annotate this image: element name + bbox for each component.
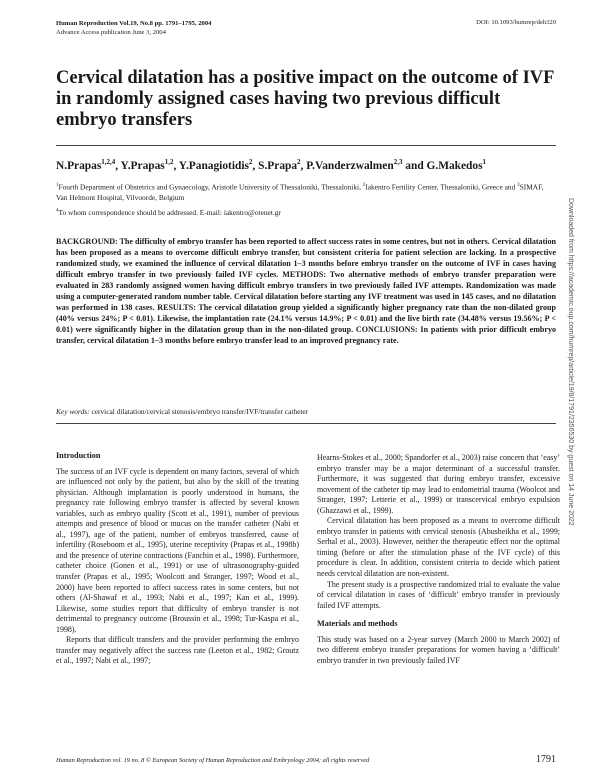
author-name: G.Makedos — [426, 159, 483, 172]
author-affiliation-marker: 1 — [482, 158, 487, 166]
keywords-label: Key words: — [56, 407, 90, 416]
page-number: 1791 — [536, 754, 556, 765]
author-name: P.Vanderzwalmen — [306, 159, 394, 172]
journal-citation: Human Reproduction Vol.19, No.8 pp. 1791–1795, 2004 — [56, 20, 212, 27]
abstract-divider — [56, 423, 556, 424]
author-affiliation-marker: 2,3 — [393, 158, 403, 166]
author-affiliation-marker: 2 — [297, 158, 301, 166]
article-title: Cervical dilatation has a positive impact on the outcome of IVF in randomly assigned cases having two previous difficult embryo transfers — [56, 68, 554, 130]
author-list: N.Prapas$^{1,2,4}$, Y.Prapas$^{1,2}$, Y.Panagiotidis$^2$, S.Prapa$^2$, P.Vanderzwalmen$^{2,3}$ and G.Makedos$^1$ — [56, 158, 487, 172]
author-affiliation-marker: 1,2 — [164, 158, 174, 166]
keywords — [56, 407, 556, 416]
paragraph: The success of an IVF cycle is dependent on many factors, several of which are influenced not only by the patient, but also by the skill of the treating physician. Although implantation is poorly understood in humans, the pregnancy rate following embryo transfer is affected by several known variables, such as embryo quality (Scott et al., 1991), number of previous attempts and presence of blood or mucus on the transfer catheter (Nabi et al., 1997), age of the patient, number of embryos transferred, cause of infertility (Roseboom et al., 1995), uterine receptivity (Prapas et al., 1998b) and the presence of uterine contractions (Fanchin et al., 1998). Furthermore, catheter choice (Gonen et al., 1991) or use of ultrasonography-guided transfer (Prapas et al., 1995; Woolcott and Stranger, 1997; Wood et al., 2000) have been reported to affect success rates in some centers, but not others (Al-Shawaf et al., 1993; Nabi et al., 1997; Kan et al., 1999). Likewise, some studies report that difficulty of embryo transfer is not detrimental to pregnancy outcome (Broussin et al., 1998; Tur-Kaspa et al., 1998). — [56, 466, 299, 634]
author-name: Y.Prapas — [120, 159, 165, 172]
paragraph: This study was based on a 2-year survey (March 2000 to March 2002) of two different embryo transfer preparations for women having a ‘difficult’ embryo transfer in two previously failed IVF — [317, 634, 560, 665]
author-name: N.Prapas — [56, 159, 102, 172]
abstract: BACKGROUND: The difficulty of embryo transfer has been reported to affect success rates in some centres, but not in others. Cervical dilatation has been proposed as a means to overcome difficult embryo transfer, but consistent criteria for patient selection are lacking. In a prospective randomized study, we examined the influence of cervical dilatation 1–3 months before embryo transfer on the outcome of IVF in cases having difficult embryo transfer in two previously failed IVF cycles. METHODS: Two alternative methods of embryo transfer preparation were evaluated in 283 randomly assigned women having difficult embryo transfers in two previously failed IVF attempts. Randomization was made using a computer-generated random number table. Cervical dilatation before starting any IVF treatment was used in 145 cases, and no dilatation was performed in 138 cases. RESULTS: The cervical dilatation group yielded a significantly higher pregnancy rate than the non-dilated group (40% versus 24%; P < 0.01). Likewise, the implantation rate (24.1% versus 14.9%; P < 0.01) and the live birth rate (34.48% versus 19.56%; P < 0.01) were significantly higher in the dilatation group than in the non-dilated group. CONCLUSIONS: In patients with prior difficult embryo transfer, cervical dilatation 1–3 months before embryo transfer lead to an improved pregnancy rate. — [56, 237, 556, 346]
body-column-left — [56, 451, 299, 667]
keywords-text: cervical dilatation/cervical stenosis/embryo transfer/IVF/transfer catheter — [91, 407, 309, 416]
author-affiliation-marker: 2 — [248, 158, 253, 166]
author-name: S.Prapa — [258, 159, 298, 172]
paragraph: Reports that difficult transfers and the provider performing the embryo transfer may negatively affect the success rate (Leeton et al., 1982; Groutz et al., 1997; Nabi et al., 1997; — [56, 635, 299, 666]
correspondence-note: $^4$To whom correspondence should be addressed. E-mail: iakentro@otenet.gr — [56, 208, 281, 217]
author-name: Y.Panagiotidis — [178, 159, 249, 172]
footer-copyright: Human Reproduction vol. 19 no. 8 © European Society of Human Reproduction and Embryology 2004; all rights reserved — [56, 757, 370, 764]
title-divider — [56, 145, 556, 146]
doi-link[interactable]: DOI: 10.1093/humrep/deh320 — [476, 19, 556, 26]
running-header — [56, 19, 211, 37]
author-affiliation-marker: 1,2,4 — [101, 158, 116, 166]
body-column-right — [317, 453, 560, 666]
advance-access-line: Advance Access publication June 3, 2004 — [56, 29, 166, 36]
paragraph: Cervical dilatation has been proposed as a means to overcome difficult embryo transfer in patients with cervical stenosis (Abusheikha et al., 1999; Serhal et al., 2003). However, neither the therapeutic effect nor the optimal timing (before or after the stimulation phase of the IVF cycle) of this procedure is clear. In addition, consistent criteria to decide which patient needs cervical dilatation are non-existent. — [317, 516, 560, 579]
paragraph: The present study is a prospective randomized trial to evaluate the value of cervical dilatation in cases of ‘difficult’ embryo transfer in previously failed IVF attempts. — [317, 579, 560, 610]
section-heading-methods: Materials and methods — [317, 619, 398, 629]
paragraph: Hearns-Stokes et al., 2000; Spandorfer et al., 2003) raise concern that ‘easy’ embryo transfer may be a major determinant of a successful transfer. Furthermore, it was suggested that during embryo transfer, excessive movement of the catheter tip may lead to endometrial trauma (Woolcot and Stranger, 1997; Letterie et al., 1999) or transcervical embryo expulsion (Ghazzawi et al., 1999). — [317, 453, 560, 515]
section-heading-introduction: Introduction — [56, 451, 101, 460]
download-watermark: Downloaded from https://academic.oup.com/humrep/article/19/8/1791/2356530 by guest on 14 June 2022 — [567, 198, 574, 526]
affiliations: $^1$Fourth Department of Obstetrics and Gynaecology, Aristotle University of Thessaloniki, Thessaloniki, $^2$Iakentro Fertility Center, Thessaloniki, Greece and $^3$SIMAF, Van Helmont Hospital, Vilvoorde, Belgium — [56, 182, 544, 203]
